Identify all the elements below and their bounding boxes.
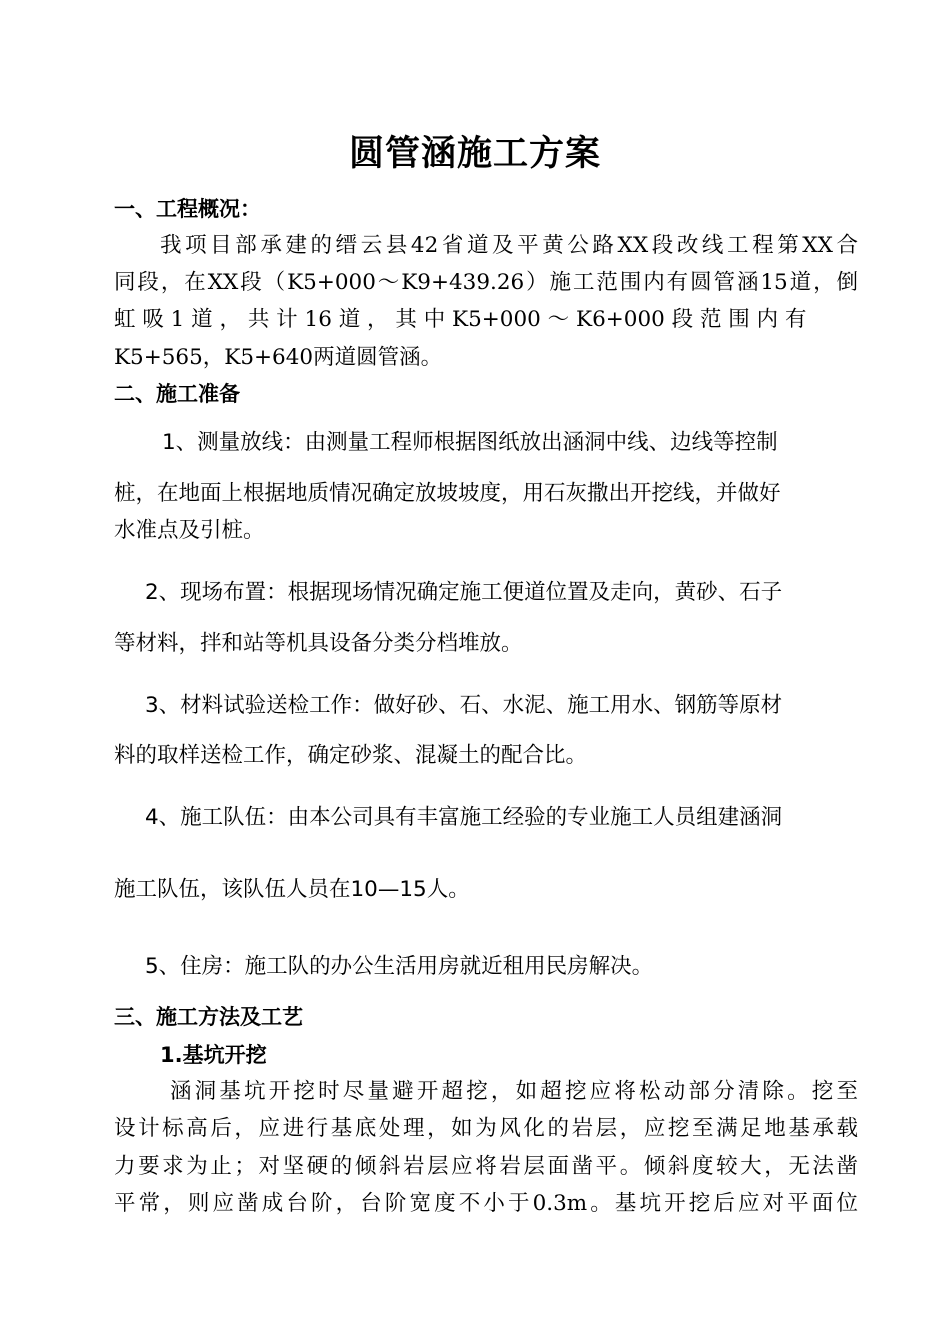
subsection-heading-excavation: 1.基坑开挖 xyxy=(160,1043,267,1067)
paragraph-line: 平常，则应凿成台阶，台阶宽度不小于0.3m。基坑开挖后应对平面位 xyxy=(114,1191,858,1216)
prep-item-2-line: 等材料，拌和站等机具设备分类分档堆放。 xyxy=(114,631,523,656)
section-heading-preparation: 二、施工准备 xyxy=(114,382,240,406)
paragraph-line: 同段，在XX段（K5+000～K9+439.26）施工范围内有圆管涵15道，倒 xyxy=(114,270,858,295)
paragraph-line: 涵洞基坑开挖时尽量避开超挖，如超挖应将松动部分清除。挖至 xyxy=(170,1079,858,1104)
prep-item-4-line: 施工队伍，该队伍人员在10—15人。 xyxy=(114,877,470,902)
prep-item-5-line: 5、住房：施工队的办公生活用房就近租用民房解决。 xyxy=(145,954,654,979)
section-heading-methods: 三、施工方法及工艺 xyxy=(114,1005,303,1029)
prep-item-1-line: 1、测量放线：由测量工程师根据图纸放出涵洞中线、边线等控制 xyxy=(162,430,778,455)
paragraph-line: 设计标高后，应进行基底处理，如为风化的岩层，应挖至满足地基承载 xyxy=(114,1116,858,1141)
paragraph-line: K5+565，K5+640两道圆管涵。 xyxy=(114,345,443,370)
prep-item-1-line: 水准点及引桩。 xyxy=(114,518,265,543)
prep-item-1-line: 桩，在地面上根据地质情况确定放坡坡度，用石灰撒出开挖线，并做好 xyxy=(114,481,781,506)
section-heading-overview: 一、工程概况： xyxy=(114,197,261,221)
document-title: 圆管涵施工方案 xyxy=(348,134,601,174)
prep-item-2-line: 2、现场布置：根据现场情况确定施工便道位置及走向，黄砂、石子 xyxy=(145,580,783,605)
paragraph-line: 虹 吸 1 道 ， 共 计 16 道 ， 其 中 K5+000 ～ K6+000 段 范 围 内 有 xyxy=(114,307,807,332)
prep-item-3-line: 料的取样送检工作，确定砂浆、混凝土的配合比。 xyxy=(114,743,588,768)
paragraph-line: 力要求为止；对坚硬的倾斜岩层应将岩层面凿平。倾斜度较大，无法凿 xyxy=(114,1154,858,1179)
paragraph-line: 我项目部承建的缙云县42省道及平黄公路XX段改线工程第XX合 xyxy=(160,233,858,258)
prep-item-4-line: 4、施工队伍：由本公司具有丰富施工经验的专业施工人员组建涵洞 xyxy=(145,805,783,830)
prep-item-3-line: 3、材料试验送检工作：做好砂、石、水泥、施工用水、钢筋等原材 xyxy=(145,693,783,718)
